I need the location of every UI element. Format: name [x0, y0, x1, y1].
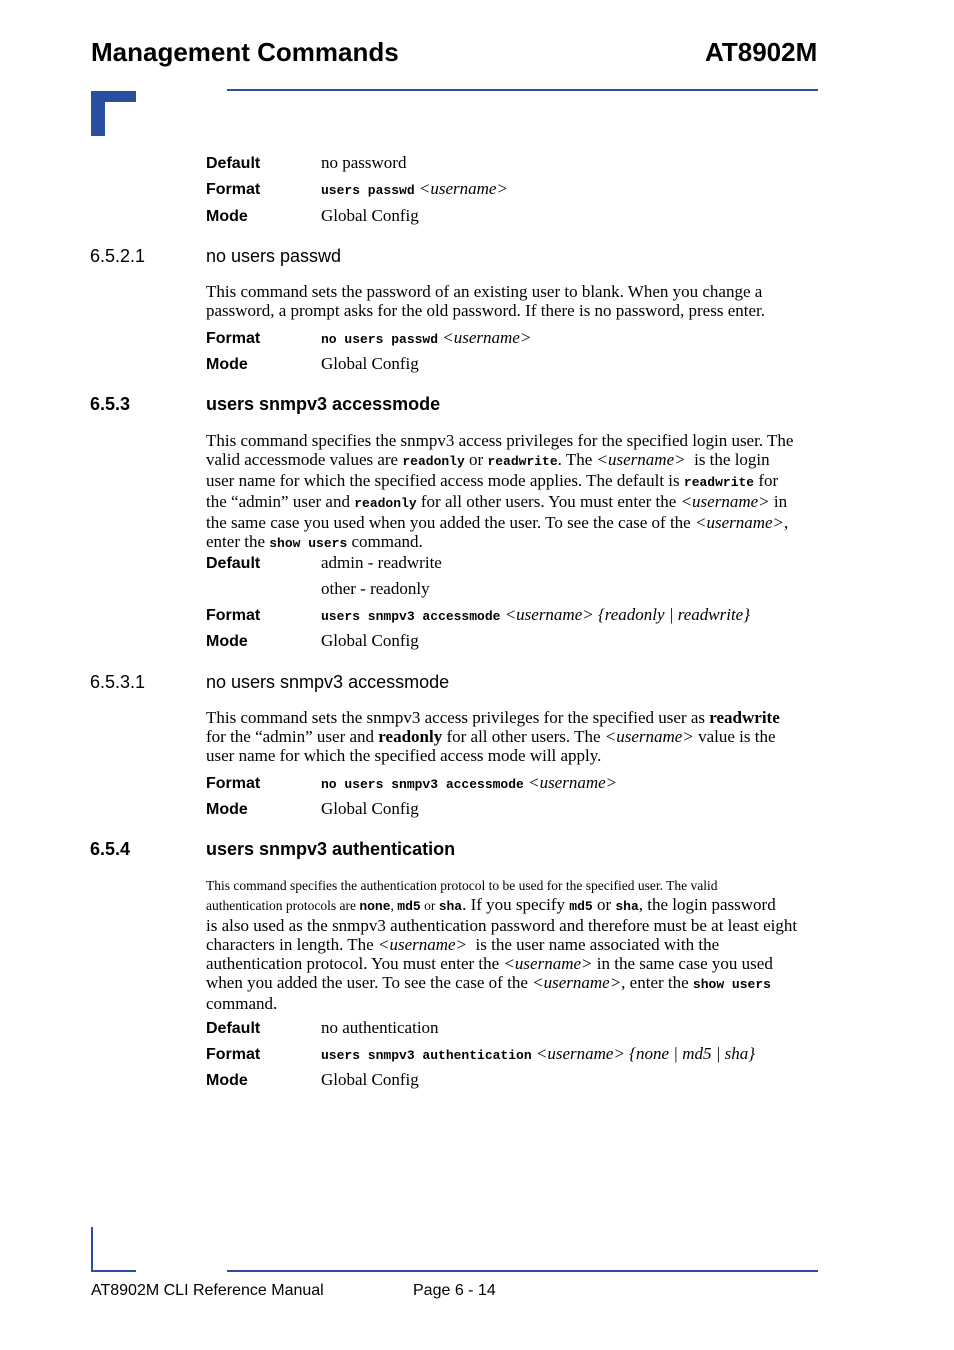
default-value: other - readonly	[321, 579, 430, 598]
format-argument: <username>	[442, 328, 532, 347]
format-command: no users snmpv3 accessmode	[321, 777, 524, 792]
section-title: users snmpv3 accessmode	[206, 394, 441, 414]
format-value	[321, 328, 531, 348]
section-number: 6.5.2.1	[90, 246, 146, 266]
format-argument: <username>	[418, 179, 508, 198]
default-label: Default	[206, 155, 261, 172]
format-value	[321, 605, 750, 625]
format-command: users snmpv3 accessmode	[321, 609, 501, 624]
header-title: Management Commands	[91, 37, 399, 67]
section-title: users snmpv3 authentication	[206, 839, 456, 859]
mode-value: Global Config	[321, 354, 419, 373]
paragraph-line: This command sets the snmpv3 access privileges for the specified user as readwrite	[206, 708, 780, 727]
format-command: users passwd	[321, 183, 415, 198]
mode-label: Mode	[206, 801, 248, 818]
header-product: AT8902M	[705, 37, 818, 67]
header-corner-stem	[91, 91, 105, 136]
format-value	[321, 1044, 755, 1064]
format-label: Format	[206, 1046, 261, 1063]
format-label: Format	[206, 330, 261, 347]
paragraph-line: user name for which the specified access mode will apply.	[206, 746, 602, 765]
format-value	[321, 179, 508, 199]
format-label: Format	[206, 775, 261, 792]
footer-corner-stem	[91, 1227, 93, 1272]
paragraph-line: characters in length. The <username> is the user name associated with the	[206, 935, 720, 954]
section-number: 6.5.3.1	[90, 672, 146, 692]
mode-label: Mode	[206, 208, 248, 225]
footer-rule	[227, 1270, 818, 1272]
paragraph-line: This command sets the password of an existing user to blank. When you change a	[206, 282, 763, 301]
format-label: Format	[206, 181, 261, 198]
format-argument: <username> {readonly | readwrite}	[504, 605, 751, 624]
section-number: 6.5.3	[90, 394, 131, 414]
section-paragraph	[206, 282, 818, 320]
paragraph-line: is also used as the snmpv3 authentication password and therefore must be at least eight	[206, 916, 798, 935]
mode-label: Mode	[206, 356, 248, 373]
paragraph-line: This command specifies the authentication protocol to be used for the specified user. The valid	[206, 878, 718, 893]
section-paragraph	[206, 708, 818, 765]
default-value: admin - readwrite	[321, 553, 442, 572]
header-rule	[227, 89, 818, 91]
format-command: users snmpv3 authentication	[321, 1048, 532, 1063]
paragraph-line: enter the show users command.	[206, 532, 423, 551]
mode-value: Global Config	[321, 206, 419, 225]
mode-value: Global Config	[321, 1070, 419, 1089]
paragraph-line: This command specifies the snmpv3 access privileges for the specified login user. The	[206, 431, 794, 450]
footer-manual-title: AT8902M CLI Reference Manual	[91, 1282, 324, 1299]
default-label: Default	[206, 555, 261, 572]
paragraph-line: the “admin” user and readonly for all other users. You must enter the <username> in	[206, 492, 788, 511]
footer-corner-bar	[91, 1270, 136, 1272]
mode-value: Global Config	[321, 631, 419, 650]
footer-page-number: Page 6 - 14	[413, 1282, 496, 1299]
paragraph-line: command.	[206, 994, 278, 1013]
section-title: no users passwd	[206, 246, 342, 266]
paragraph-line: for the “admin” user and readonly for all other users. The <username> value is the	[206, 727, 776, 746]
format-value	[321, 773, 617, 793]
paragraph-line: the same case you used when you added the user. To see the case of the <username>,	[206, 513, 789, 532]
paragraph-line: authentication protocols are none, md5 or sha. If you specify md5 or sha, the login password	[206, 895, 776, 914]
section-paragraph	[206, 876, 818, 1013]
default-value: no password	[321, 153, 407, 172]
format-argument: <username>	[528, 773, 618, 792]
paragraph-line: when you added the user. To see the case of the <username>, enter the show users	[206, 973, 771, 992]
section-paragraph	[206, 431, 818, 553]
format-command: no users passwd	[321, 332, 439, 347]
section-number: 6.5.4	[90, 839, 131, 859]
mode-label: Mode	[206, 633, 248, 650]
paragraph-line: authentication protocol. You must enter the <username> in the same case you used	[206, 954, 773, 973]
paragraph-line: valid accessmode values are readonly or readwrite. The <username> is the login	[206, 450, 770, 469]
paragraph-line: password, a prompt asks for the old password. If there is no password, press enter.	[206, 301, 765, 320]
section-title: no users snmpv3 accessmode	[206, 672, 450, 692]
format-argument: <username> {none | md5 | sha}	[535, 1044, 756, 1063]
mode-value: Global Config	[321, 799, 419, 818]
format-label: Format	[206, 607, 261, 624]
paragraph-line: user name for which the specified access mode applies. The default is readwrite for	[206, 471, 779, 490]
default-label: Default	[206, 1020, 261, 1037]
mode-label: Mode	[206, 1072, 248, 1089]
default-value: no authentication	[321, 1018, 439, 1037]
